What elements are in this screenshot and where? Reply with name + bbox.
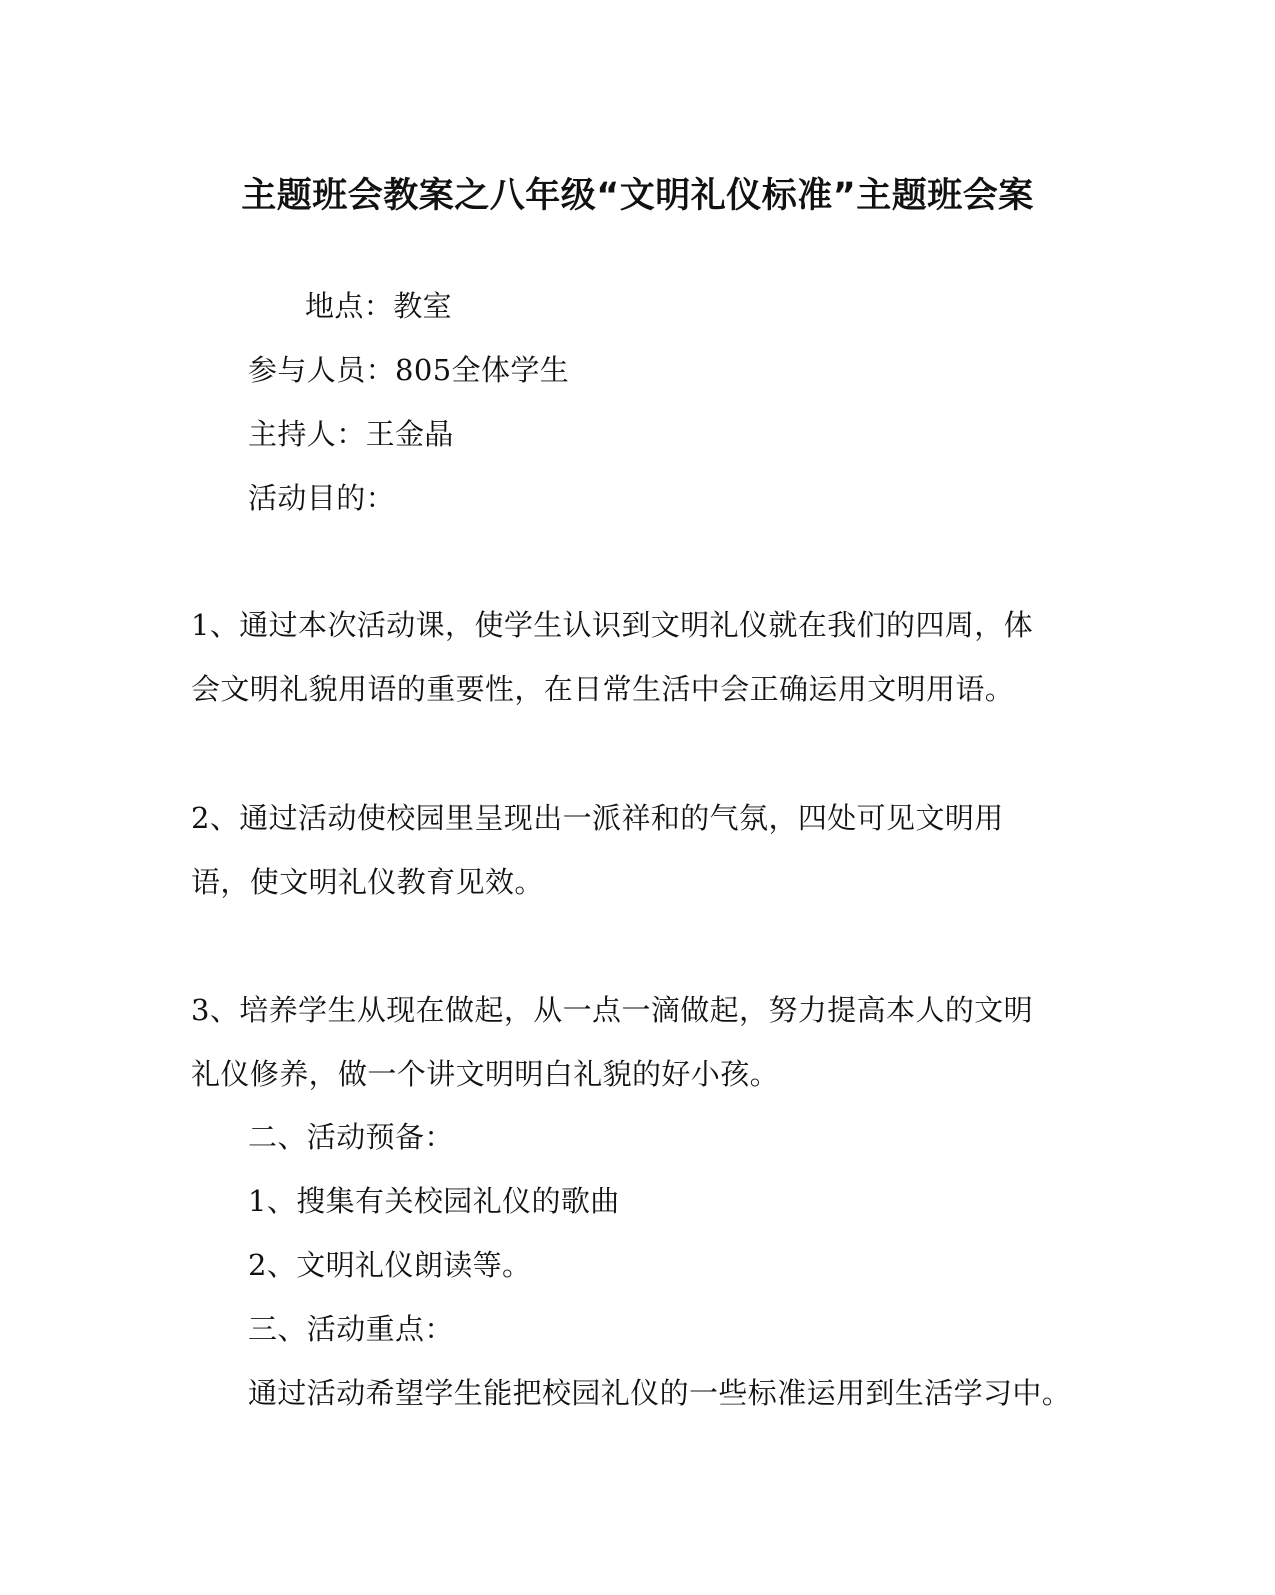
document-title: 主题班会教案之八年级“文明礼仪标准”主题班会案: [241, 176, 1034, 216]
purpose-item-2: 2、通过活动使校园里呈现出一派祥和的气氛，四处可见文明用语，使文明礼仪教育见效。: [191, 801, 1004, 899]
focus-heading: 三、活动重点：: [248, 1312, 454, 1346]
prep-item-1: 1、搜集有关校园礼仪的歌曲: [248, 1184, 620, 1218]
host-line: 主持人：王金晶: [248, 417, 454, 451]
prep-heading: 二、活动预备：: [248, 1120, 454, 1154]
purpose-heading: 活动目的：: [248, 481, 396, 515]
location-line: 地点：教室: [305, 289, 453, 323]
focus-text: 通过活动希望学生能把校园礼仪的一些标准运用到生活学习中。: [248, 1376, 1072, 1410]
purpose-item-1: 1、通过本次活动课，使学生认识到文明礼仪就在我们的四周，体会文明礼貌用语的重要性，在日常生活中会正确运用文明用语。: [191, 608, 1034, 706]
prep-item-2: 2、文明礼仪朗读等。: [248, 1248, 532, 1282]
participants-line: 参与人员：805全体学生: [248, 353, 570, 387]
purpose-item-3: 3、培养学生从现在做起，从一点一滴做起，努力提高本人的文明礼仪修养，做一个讲文明明白礼貌的好小孩。: [191, 993, 1034, 1091]
